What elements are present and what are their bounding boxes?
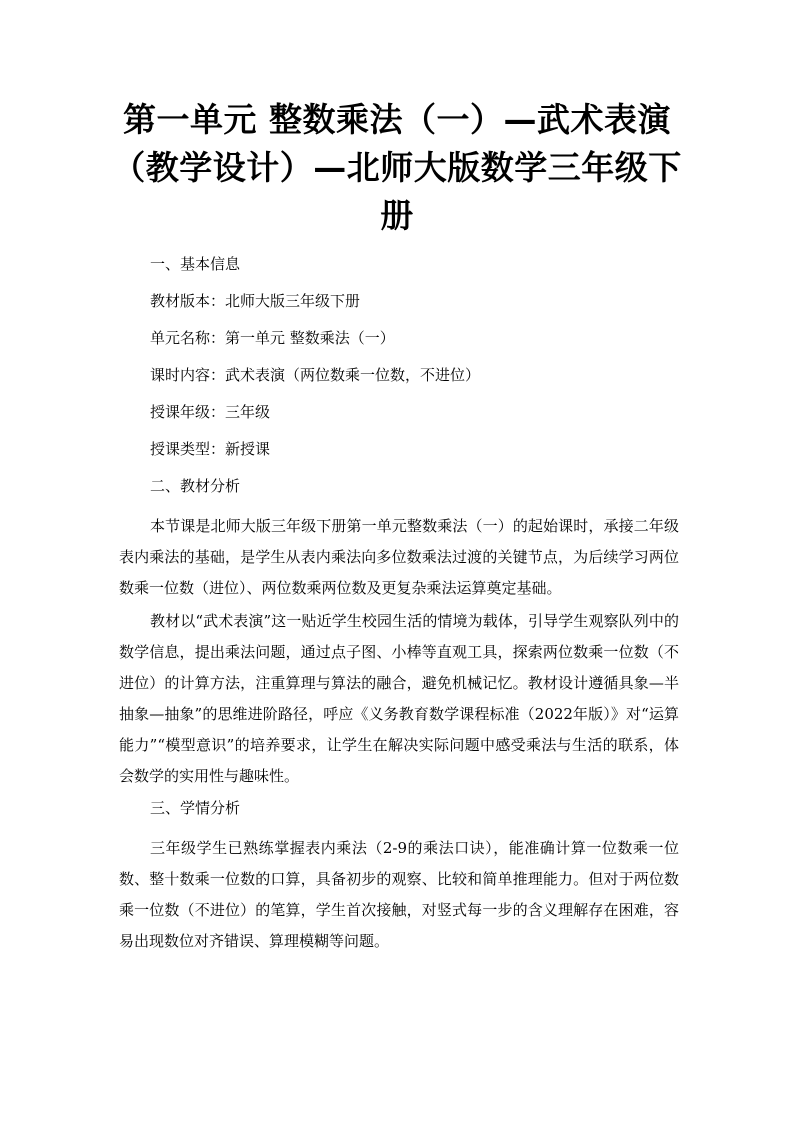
textbook-analysis-paragraph: 本节课是北师大版三年级下册第一单元整数乘法（一）的起始课时，承接二年级表内乘法的基础，是学生从表内乘法向多位数乘法过渡的关键节点，为后续学习两位数乘一位数（进位）、两位数乘两位数及更复杂乘法运算奠定基础。	[119, 517, 679, 597]
title-line: （教学设计）—北师大版数学三年级下	[112, 148, 682, 187]
info-lesson-content: 课时内容：武术表演（两位数乘一位数，不进位）	[150, 366, 481, 384]
section-heading-textbook-analysis: 二、教材分析	[150, 477, 241, 495]
section-heading-basic-info: 一、基本信息	[150, 255, 241, 273]
document-body	[119, 252, 679, 959]
title-line: 第一单元 整数乘法（一）—武术表演	[123, 100, 671, 139]
info-textbook-version: 教材版本：北师大版三年级下册	[150, 292, 361, 310]
section-heading-student-analysis: 三、学情分析	[150, 799, 241, 817]
textbook-analysis-paragraph: 教材以“武术表演”这一贴近学生校园生活的情境为载体，引导学生观察队列中的数学信息，提出乘法问题，通过点子图、小棒等直观工具，探索两位数乘一位数（不进位）的计算方法，注重算理与算法的融合，避免机械记忆。教材设计遵循具象—半抽象—抽象”的思维进阶路径，呼应《义务教育数学课程标准（2022年版）》对“运算能力”“模型意识”的培养要求，让学生在解决实际问题中感受乘法与生活的联系，体会数学的实用性与趣味性。	[119, 612, 679, 785]
info-grade: 授课年级：三年级	[150, 403, 271, 421]
title-line: 册	[380, 196, 414, 235]
info-lesson-type: 授课类型：新授课	[150, 440, 271, 458]
document-title	[108, 96, 686, 240]
info-unit-name: 单元名称：第一单元 整数乘法（一）	[150, 329, 395, 347]
student-analysis-paragraph: 三年级学生已熟练掌握表内乘法（2-9的乘法口诀），能准确计算一位数乘一位数、整十数乘一位数的口算，具备初步的观察、比较和简单推理能力。但对于两位数乘一位数（不进位）的笔算，学生首次接触，对竖式每一步的含义理解存在困难，容易出现数位对齐错误、算理模糊等问题。	[119, 839, 679, 950]
